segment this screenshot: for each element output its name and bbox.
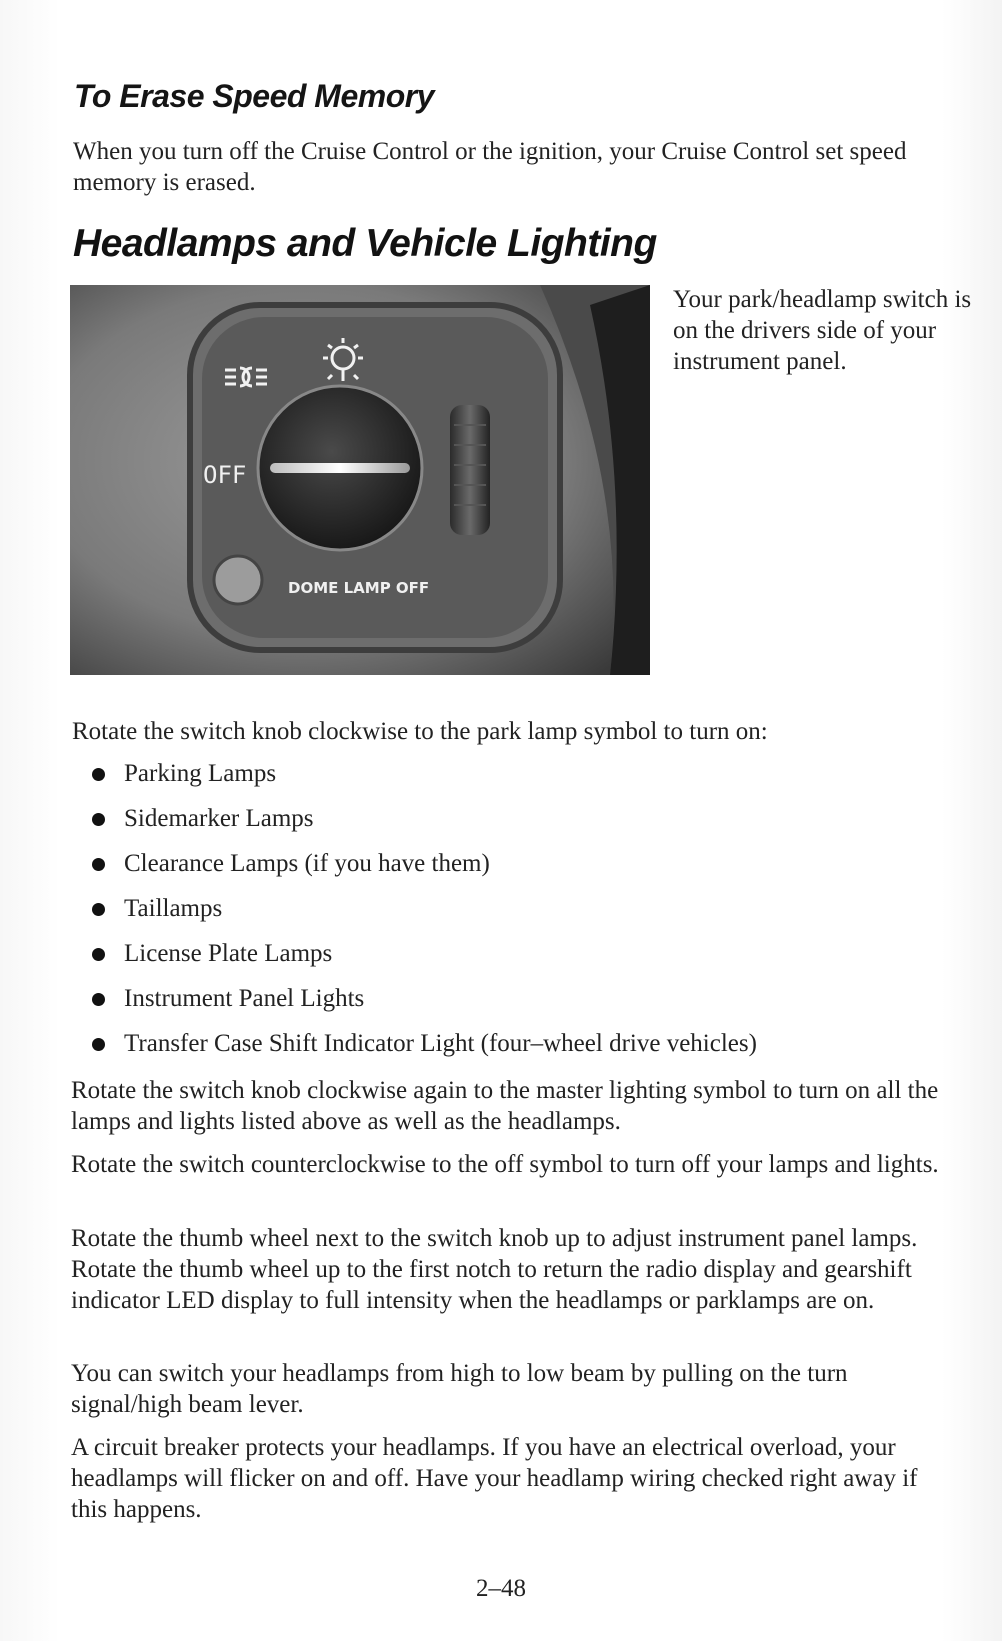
list-item: Transfer Case Shift Indicator Light (four–wheel drive vehicles) — [86, 1028, 966, 1073]
master-lighting-text: Rotate the switch knob clockwise again to the master lighting symbol to turn on all the lamps and lights listed above as well as the headlamps. — [71, 1077, 939, 1135]
headlamp-switch-illustration — [70, 285, 650, 675]
circuit-breaker-text: A circuit breaker protects your headlamps. If you have an electrical overload, your headlamps will flicker on and off. Have your headlamp wiring checked right away if this happens. — [71, 1434, 918, 1523]
bullet-icon — [92, 858, 105, 871]
list-item: Sidemarker Lamps — [86, 803, 966, 848]
dome-lamp-off-label: DOME LAMP OFF — [288, 579, 430, 597]
headlamps-heading: Headlamps and Vehicle Lighting — [73, 222, 657, 265]
erase-speed-memory-text: When you turn off the Cruise Control or the ignition, your Cruise Control set speed memory is erased. — [73, 138, 907, 196]
thumb-wheel-text: Rotate the thumb wheel next to the switch knob up to adjust instrument panel lamps. Rotate the thumb wheel up to the first notch to return the radio display and gearshift indicator LED display to full intensity when the headlamps or parklamps are on. — [71, 1225, 918, 1314]
lamp-list — [86, 758, 966, 1073]
bullet-icon — [92, 993, 105, 1006]
list-item: Instrument Panel Lights — [86, 983, 966, 1028]
off-label: OFF — [203, 461, 247, 489]
high-low-beam-text: You can switch your headlamps from high to low beam by pulling on the turn signal/high beam lever. — [71, 1360, 848, 1418]
rotate-intro-text: Rotate the switch knob clockwise to the park lamp symbol to turn on: — [72, 718, 768, 745]
list-item: Parking Lamps — [86, 758, 966, 803]
bullet-icon — [92, 903, 105, 916]
list-item: Taillamps — [86, 893, 966, 938]
switch-location-text: Your park/headlamp switch is on the drivers side of your instrument panel. — [673, 286, 972, 375]
list-item: License Plate Lamps — [86, 938, 966, 983]
erase-speed-memory-heading: To Erase Speed Memory — [74, 78, 434, 114]
bullet-icon — [92, 1038, 105, 1051]
bullet-icon — [92, 768, 105, 781]
bullet-icon — [92, 948, 105, 961]
bullet-icon — [92, 813, 105, 826]
page-number: 2–48 — [476, 1575, 526, 1602]
list-item: Clearance Lamps (if you have them) — [86, 848, 966, 893]
off-symbol-text: Rotate the switch counterclockwise to the off symbol to turn off your lamps and lights. — [71, 1151, 939, 1178]
headlamp-switch-photo — [70, 285, 650, 675]
